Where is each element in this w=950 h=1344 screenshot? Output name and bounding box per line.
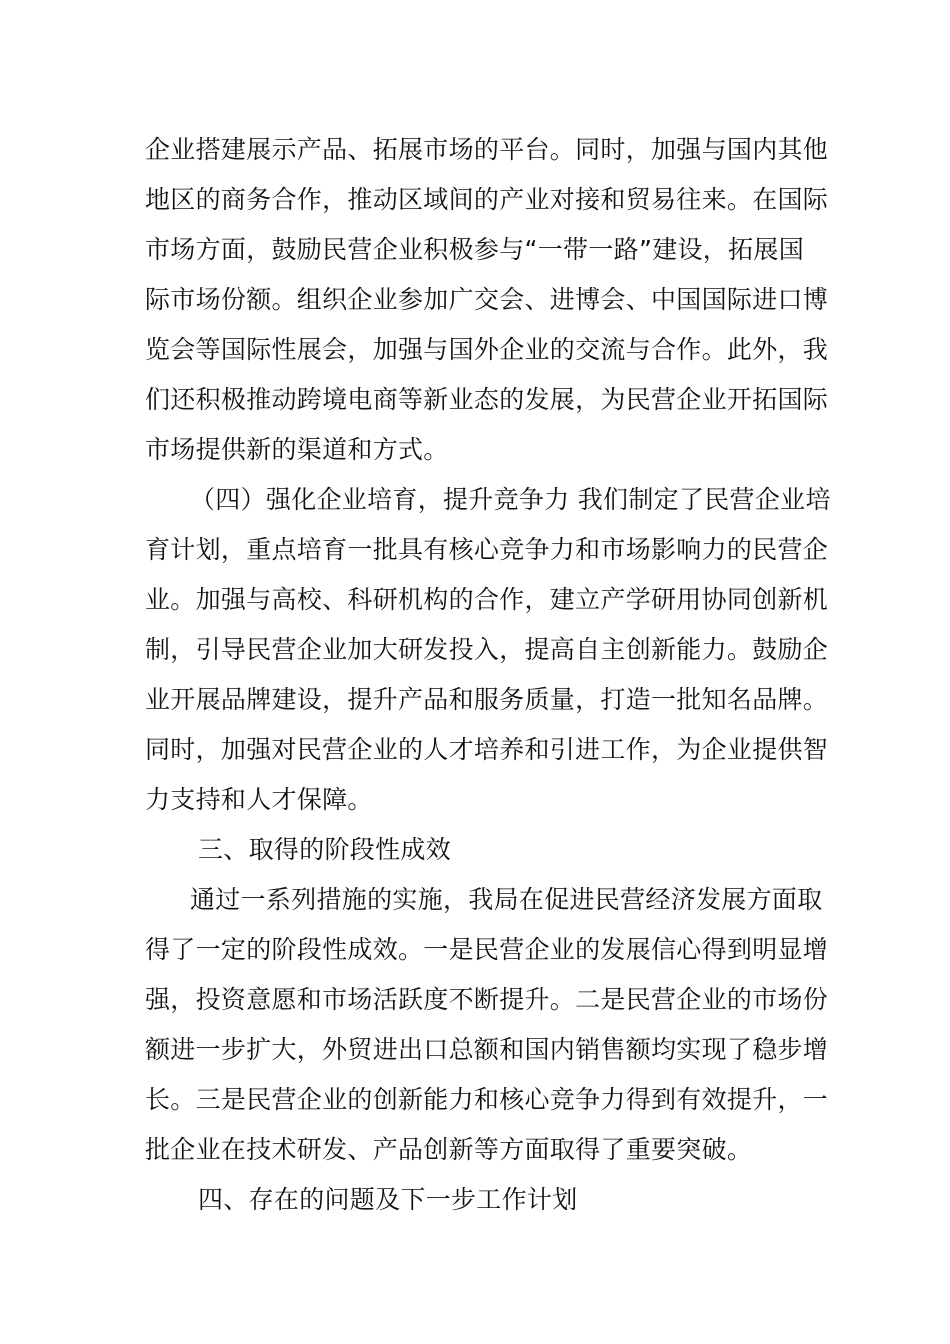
text-line: 企业搭建展示产品、拓展市场的平台。同时，加强与国内其他 — [145, 135, 829, 164]
text-line: 们还积极推动跨境电商等新业态的发展，为民营企业开拓国际 — [145, 385, 829, 414]
text-line: 地区的商务合作，推动区域间的产业对接和贸易往来。在国际 — [145, 185, 829, 214]
text-line: 通过一系列措施的实施，我局在促进民营经济发展方面取 — [190, 885, 823, 914]
text-line: 制，引导民营企业加大研发投入，提高自主创新能力。鼓励企 — [145, 635, 829, 664]
text-line: 业。加强与高校、科研机构的合作，建立产学研用协同创新机 — [145, 585, 829, 614]
text-line: 强，投资意愿和市场活跃度不断提升。二是民营企业的市场份 — [145, 985, 829, 1014]
text-line: 育计划，重点培育一批具有核心竞争力和市场影响力的民营企 — [145, 535, 829, 564]
text-line: 市场方面，鼓励民营企业积极参与“一带一路”建设，拓展国 — [145, 235, 805, 264]
text-line: 得了一定的阶段性成效。一是民营企业的发展信心得到明显增 — [145, 935, 829, 964]
section-heading: 三、取得的阶段性成效 — [198, 835, 452, 864]
text-line: 力支持和人才保障。 — [145, 785, 373, 814]
text-line: 额进一步扩大，外贸进出口总额和国内销售额均实现了稳步增 — [145, 1035, 829, 1064]
text-line: 览会等国际性展会，加强与国外企业的交流与合作。此外，我 — [145, 335, 829, 364]
text-line: 市场提供新的渠道和方式。 — [145, 435, 449, 464]
text-line: 批企业在技术研发、产品创新等方面取得了重要突破。 — [145, 1135, 753, 1164]
text-line: 长。三是民营企业的创新能力和核心竞争力得到有效提升，一 — [145, 1085, 829, 1114]
section-heading: 四、存在的问题及下一步工作计划 — [198, 1185, 578, 1214]
section-four-heading-line: （四）强化企业培育，提升竞争力 我们制定了民营企业培 — [190, 485, 831, 514]
text-line: 际市场份额。组织企业参加广交会、进博会、中国国际进口博 — [145, 285, 829, 314]
text-line: 同时，加强对民营企业的人才培养和引进工作，为企业提供智 — [145, 735, 829, 764]
text-line: 业开展品牌建设，提升产品和服务质量，打造一批知名品牌。 — [145, 685, 829, 714]
